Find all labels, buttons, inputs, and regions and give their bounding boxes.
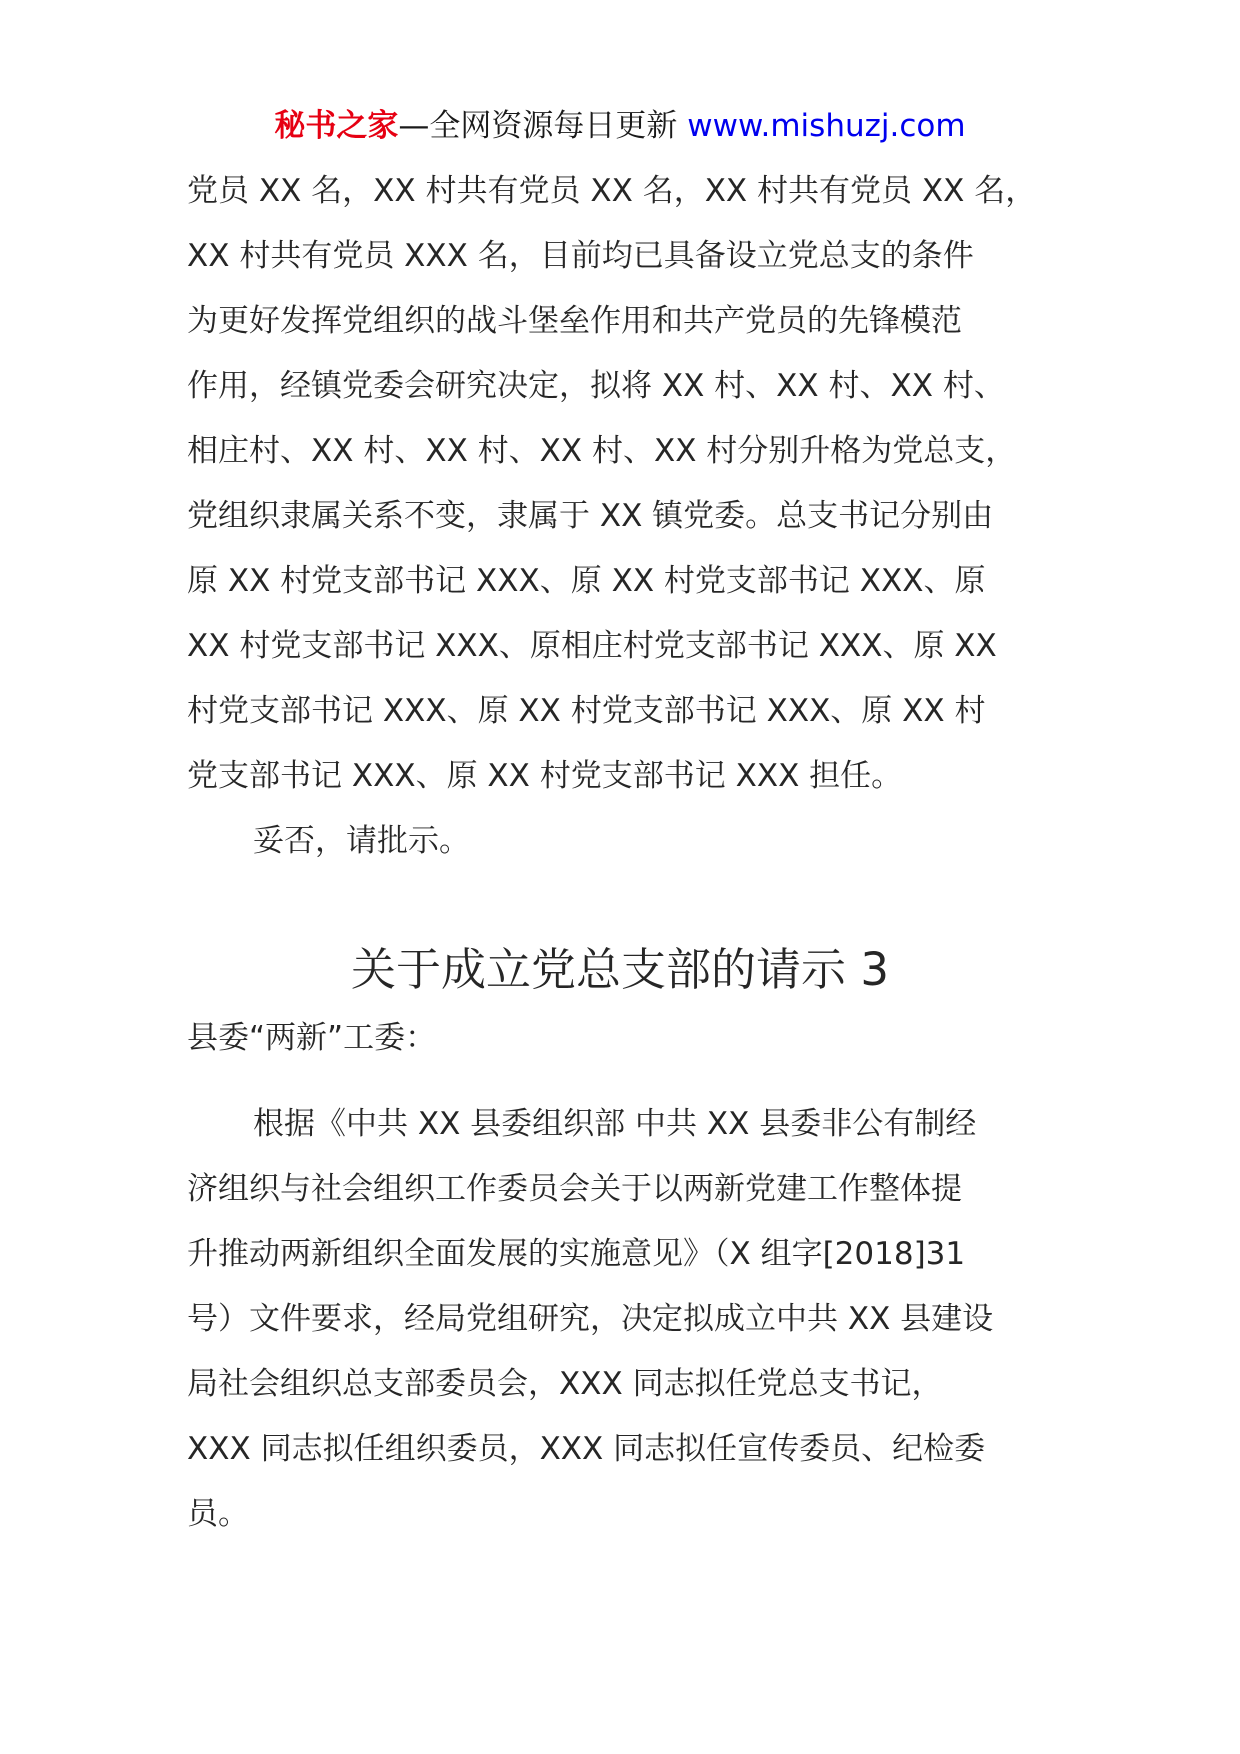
- salutation: [187, 1006, 1082, 1071]
- brand-name: 秘书之家: [274, 108, 399, 144]
- text-line: 村党支部书记 XXX、原 XX 村党支部书记 XXX、原 XX 村: [187, 693, 986, 729]
- salutation-text: 县委“两新”工委：: [187, 1020, 437, 1056]
- text-line: 党组织隶属关系不变，隶属于 XX 镇党委。总支书记分别由: [187, 498, 994, 534]
- document-title: 关于成立党总支部的请示 3: [351, 943, 889, 996]
- text-line: 局社会组织总支部委员会，XXX 同志拟任党总支书记，: [187, 1366, 943, 1402]
- text-line: 员。: [187, 1496, 249, 1532]
- paragraph-2: [187, 1092, 1082, 1547]
- text-line: XXX 同志拟任组织委员，XXX 同志拟任宣传委员、纪检委: [187, 1431, 986, 1467]
- site-url-link[interactable]: www.mishuzj.com: [687, 108, 966, 144]
- text-line: 升推动两新组织全面发展的实施意见》（X 组字[2018]31: [187, 1236, 966, 1272]
- text-line: 济组织与社会组织工作委员会关于以两新党建工作整体提: [187, 1171, 962, 1207]
- site-header: [0, 104, 1240, 148]
- text-line: 为更好发挥党组织的战斗堡垒作用和共产党员的先锋模范: [187, 303, 962, 339]
- text-line: 党支部书记 XXX、原 XX 村党支部书记 XXX 担任。: [187, 758, 903, 794]
- text-line: 作用，经镇党委会研究决定，拟将 XX 村、XX 村、XX 村、: [187, 368, 1005, 404]
- text-line: 号）文件要求，经局党组研究，决定拟成立中共 XX 县建设: [187, 1301, 994, 1337]
- text-line: XX 村党支部书记 XXX、原相庄村党支部书记 XXX、原 XX: [187, 628, 997, 664]
- closing-line: 妥否，请批示。: [253, 823, 470, 859]
- header-tagline: —全网资源每日更新: [398, 108, 688, 144]
- paragraph-1: [187, 159, 1082, 874]
- text-line: 党员 XX 名，XX 村共有党员 XX 名，XX 村共有党员 XX 名，: [187, 173, 1037, 209]
- text-line: XX 村共有党员 XXX 名，目前均已具备设立党总支的条件: [187, 238, 974, 274]
- text-line: 根据《中共 XX 县委组织部 中共 XX 县委非公有制经: [253, 1106, 977, 1142]
- text-line: 原 XX 村党支部书记 XXX、原 XX 村党支部书记 XXX、原: [187, 563, 986, 599]
- text-line: 相庄村、XX 村、XX 村、XX 村、XX 村分别升格为党总支，: [187, 433, 1017, 469]
